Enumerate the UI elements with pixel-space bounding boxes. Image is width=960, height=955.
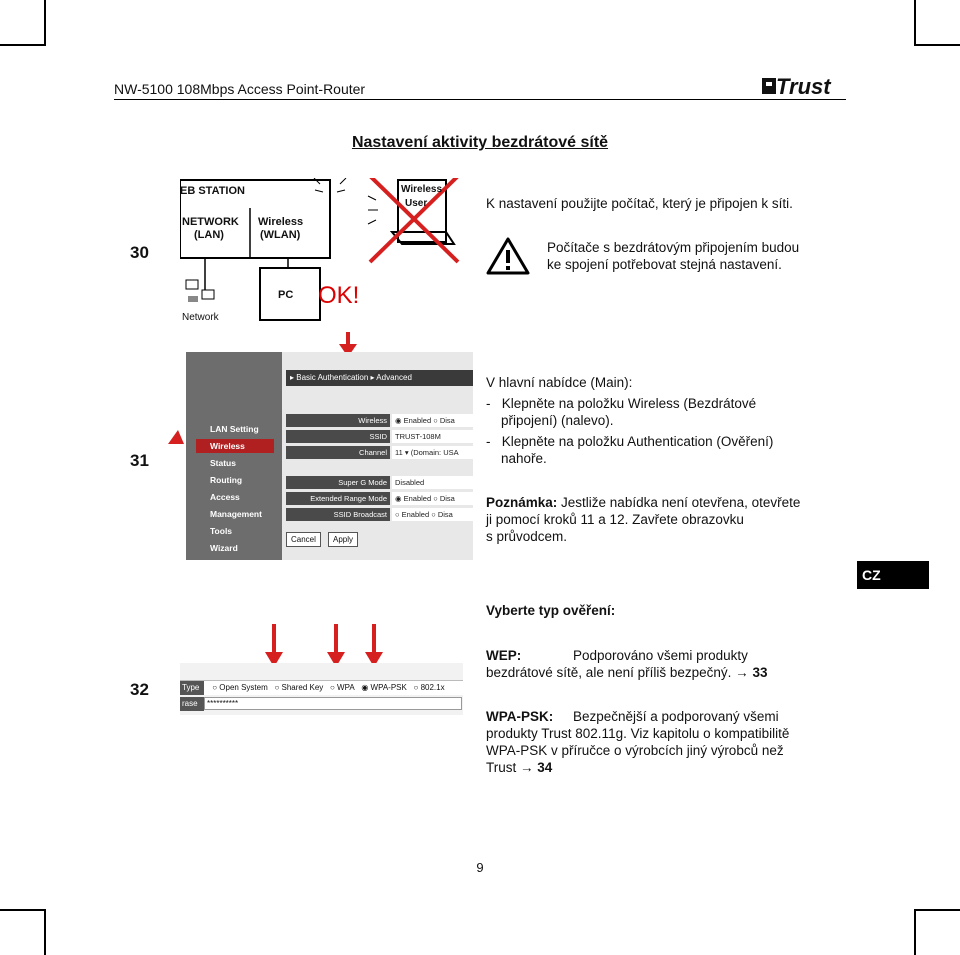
step31-line-1: V hlavní nabídce (Main): — [486, 375, 633, 390]
authentication-type-screenshot — [180, 663, 463, 715]
crop-mark-bottom-right — [914, 909, 960, 955]
screenshot-apply-button: Apply — [328, 532, 358, 547]
page-title: Nastavení aktivity bezdrátové sítě — [351, 134, 609, 151]
row-label: SSID — [286, 430, 390, 443]
screenshot-row-super-g — [286, 476, 473, 489]
diagram-wlan-label: (WLAN) — [260, 229, 301, 241]
screenshot-row-ssid-broadcast — [286, 508, 473, 521]
step-number-31: 31 — [130, 451, 149, 470]
screenshot-menu-status: Status — [210, 458, 236, 468]
wep-text: Podporováno všemi produkty — [573, 648, 748, 663]
svg-text:Trust: Trust — [776, 74, 831, 98]
wep-line-2 — [486, 664, 767, 681]
step30-text: K nastavení použijte počítač, který je připojen k síti. — [486, 196, 793, 211]
wep-step-ref: 33 — [752, 665, 768, 680]
diagram-lan-label: (LAN) — [194, 229, 224, 241]
auth-option-shared-key: ○ Shared Key — [274, 683, 324, 692]
document-header-title: NW-5100 108Mbps Access Point-Router — [114, 81, 366, 97]
screenshot-menu-management: Management — [210, 509, 262, 519]
screenshot-row-wireless — [286, 414, 473, 427]
row-value: ◉ Enabled ○ Disa — [392, 492, 473, 505]
screenshot-cancel-button: Cancel — [286, 532, 321, 547]
trust-logo — [760, 74, 844, 98]
page-number: 9 — [476, 860, 484, 875]
wpa-step-ref: 34 — [537, 760, 553, 775]
warning-text-line1: Počítače s bezdrátovým připojením budou — [547, 240, 800, 255]
row-label: SSID Broadcast — [286, 508, 390, 521]
crop-mark-top-right — [914, 0, 960, 46]
row-label: Super G Mode — [286, 476, 390, 489]
wpa-label: WPA-PSK: — [486, 709, 554, 724]
screenshot-menu-wireless: Wireless — [196, 439, 274, 453]
screenshot-menu-lan-setting: LAN Setting — [210, 424, 259, 434]
diagram-wireless-label: Wireless — [258, 216, 304, 228]
step-number-30: 30 — [130, 243, 149, 262]
diagram-station-label: EB STATION — [180, 185, 245, 197]
router-settings-screenshot — [186, 352, 473, 560]
row-value: Disabled — [392, 476, 473, 489]
wep-line — [486, 647, 521, 664]
diagram-pc-label: PC — [278, 289, 294, 301]
wpa-text: Bezpečnější a podporovaný všemi — [573, 709, 779, 724]
wep-label: WEP: — [486, 648, 522, 663]
wpa-text-line2: produkty Trust 802.11g. Viz kapitolu o kompatibilitě — [486, 726, 790, 741]
arrow-right-icon: → — [520, 760, 534, 775]
screenshot-row-ssid — [286, 430, 473, 443]
auth-type-tag: Type — [180, 681, 204, 695]
row-value: TRUST-108M — [392, 430, 473, 443]
screenshot-row-extended-range — [286, 492, 473, 505]
wpa-text-line4: Trust — [486, 760, 517, 775]
screenshot-menu-wizard: Wizard — [210, 543, 238, 553]
wpa-line-4 — [486, 759, 552, 776]
passphrase-field: ********** — [204, 697, 462, 710]
diagram-wireless-user-label-2: User — [405, 198, 428, 209]
row-value: ○ Enabled ○ Disa — [392, 508, 473, 521]
auth-option-wpa: ○ WPA — [329, 683, 355, 692]
red-arrow-down-icon — [264, 624, 284, 668]
header-rule — [114, 99, 846, 100]
row-value: ◉ Enabled ○ Disa — [392, 414, 473, 427]
step31-note-line2: ji pomocí kroků 11 a 12. Zavřete obrazovku — [486, 512, 744, 527]
auth-option-802-1x: ○ 802.1x — [413, 683, 445, 692]
ok-label: OK! — [318, 282, 360, 309]
crop-mark-top-left — [0, 0, 46, 46]
auth-option-wpa-psk: ◉ WPA-PSK — [361, 683, 407, 692]
screenshot-menu-access: Access — [210, 492, 240, 502]
arrow-right-icon: → — [735, 665, 749, 680]
note-text: Jestliže nabídka není otevřena, otevřete — [557, 495, 801, 510]
diagram-network-caption: Network — [182, 312, 219, 323]
screenshot-menu-routing: Routing — [210, 475, 243, 485]
step31-note — [486, 494, 800, 511]
step31-line-5: nahoře. — [486, 451, 547, 466]
screenshot-top-nav: ▸ Basic Authentication ▸ Advanced — [286, 370, 473, 386]
step31-line-4: - Klepněte na položku Authentication (Ověření) — [486, 434, 774, 449]
wpa-text-line3: WPA-PSK v příručce o výrobcích jiný výrobců než — [486, 743, 784, 758]
red-arrow-left-icon — [166, 428, 186, 446]
crop-mark-bottom-left — [0, 909, 46, 955]
diagram-network-label: NETWORK — [182, 216, 239, 228]
wpa-line — [486, 708, 553, 725]
passphrase-row — [180, 697, 463, 711]
network-diagram — [180, 178, 480, 326]
red-arrow-down-icon — [364, 624, 384, 668]
warning-text-line2: ke spojení potřebovat stejná nastavení. — [547, 257, 782, 272]
auth-type-row — [180, 680, 463, 695]
screenshot-row-channel — [286, 446, 473, 459]
step32-heading: Vyberte typ ověření: — [486, 603, 616, 618]
screenshot-menu-tools: Tools — [210, 526, 233, 536]
row-label: Channel — [286, 446, 390, 459]
wep-text-line2: bezdrátové sítě, ale není příliš bezpečný. — [486, 665, 732, 680]
step-number-32: 32 — [130, 680, 149, 699]
red-arrow-down-icon — [326, 624, 346, 668]
passphrase-tag: rase — [180, 697, 204, 711]
step31-line-3: připojení) (nalevo). — [486, 413, 614, 428]
row-label: Wireless — [286, 414, 390, 427]
warning-icon — [486, 236, 530, 276]
row-value: 11 ▾ (Domain: USA — [392, 446, 473, 459]
note-label: Poznámka: — [486, 495, 558, 510]
language-tag: CZ — [857, 561, 929, 589]
diagram-wireless-user-label: Wireless — [401, 184, 443, 195]
step31-note-line3: s průvodcem. — [486, 529, 568, 544]
step31-line-2: - Klepněte na položku Wireless (Bezdrátové — [486, 396, 757, 411]
auth-option-open-system: ○ Open System — [212, 683, 268, 692]
row-label: Extended Range Mode — [286, 492, 390, 505]
